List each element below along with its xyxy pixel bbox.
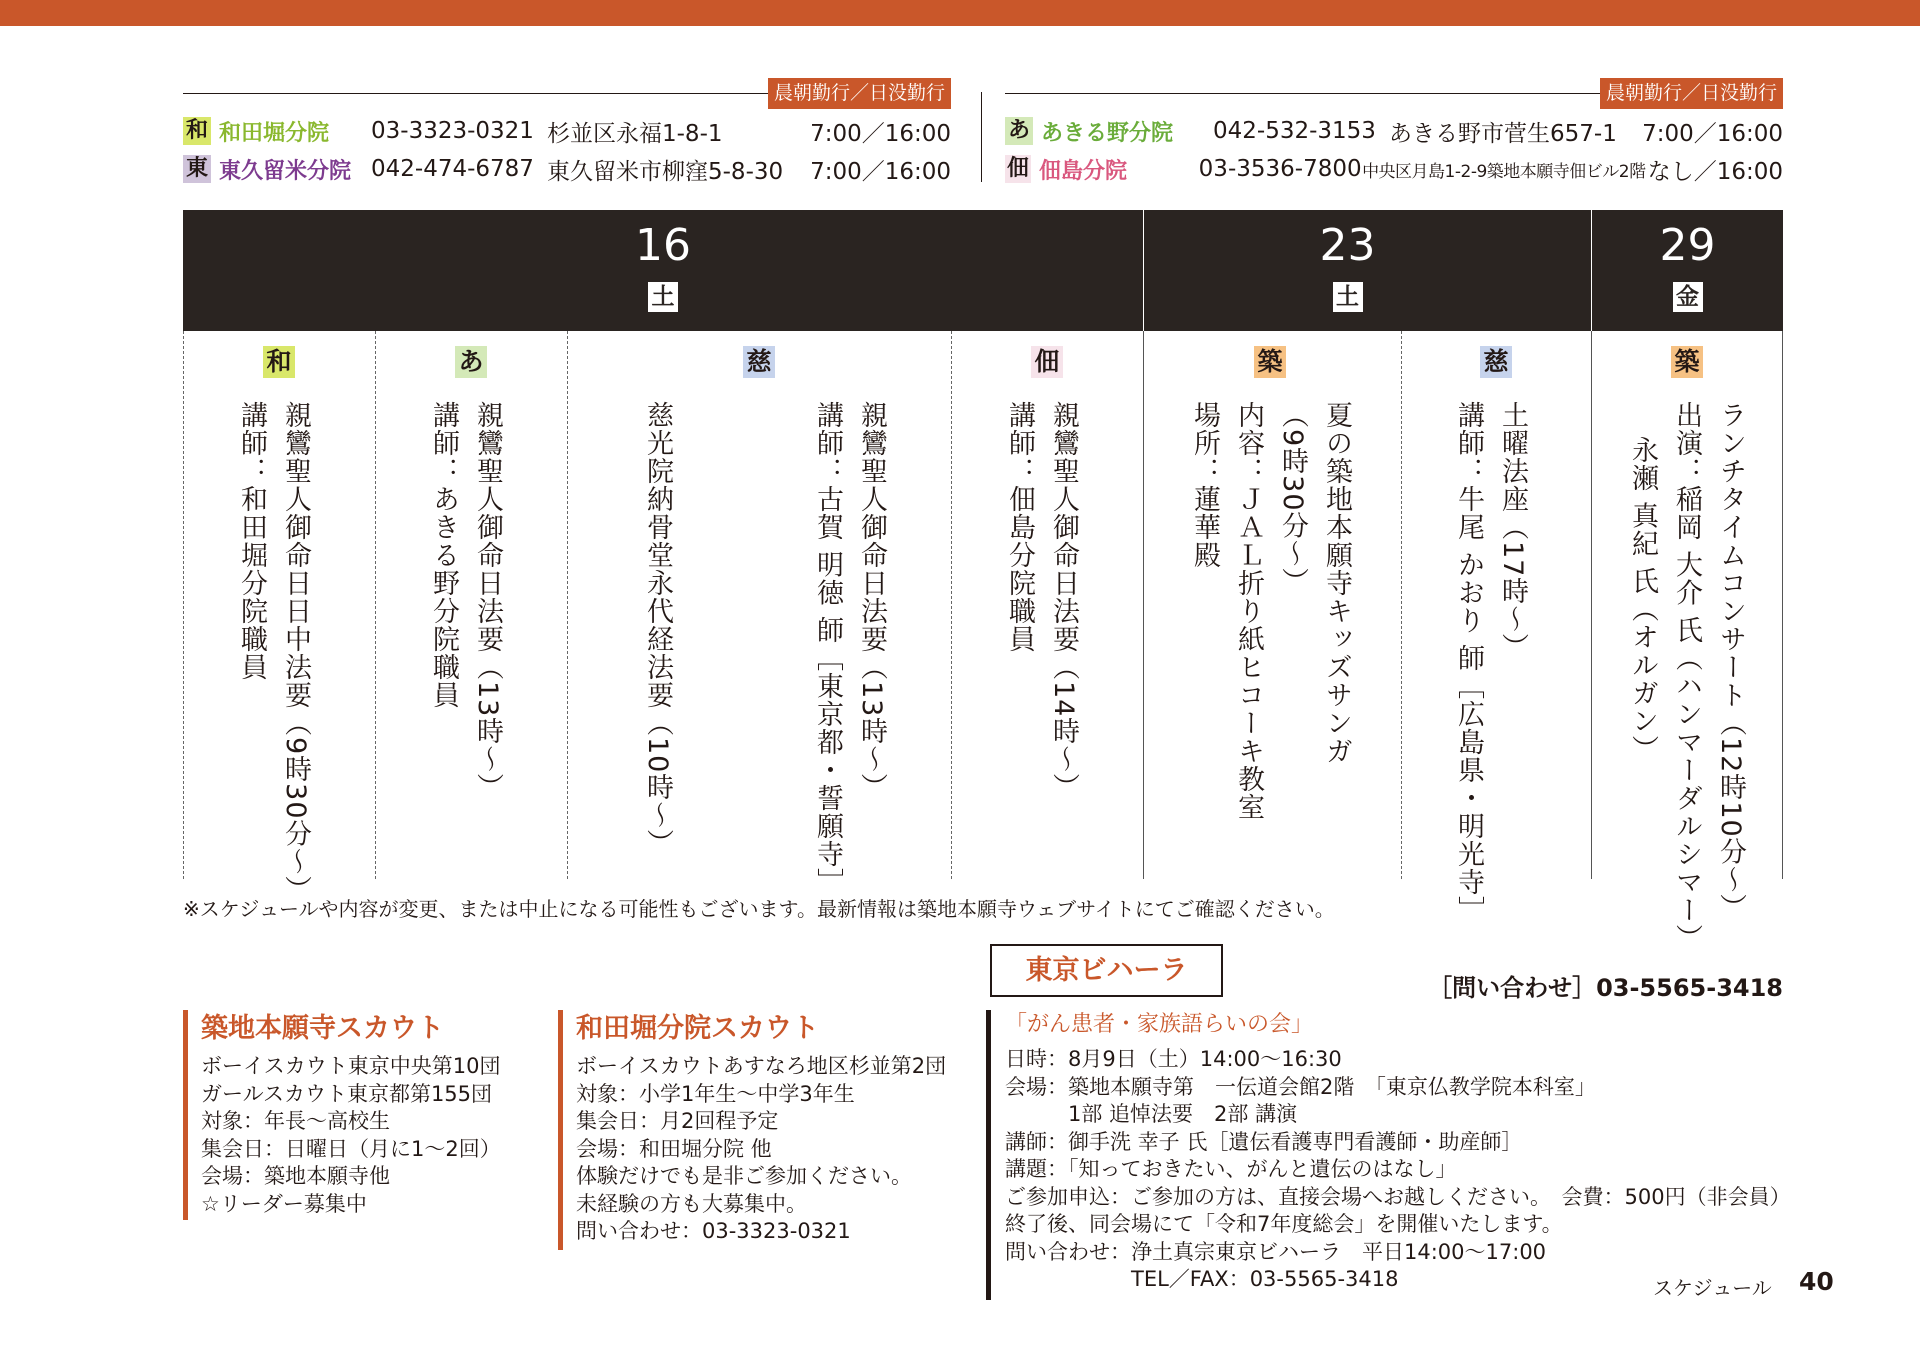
event-tag-jikoin: 慈 xyxy=(1480,346,1512,378)
section-line: 対象：年長～高校生 xyxy=(201,1109,390,1133)
section-title: 築地本願寺スカウト xyxy=(201,1013,444,1044)
event-tag-tsukudajima: 佃 xyxy=(1031,346,1063,378)
date-23 xyxy=(1144,210,1551,331)
section-wadabori-scout xyxy=(558,1010,978,1250)
branch-row-higashikurume xyxy=(183,152,951,186)
branch-phone: 03-3323-0321 xyxy=(371,118,534,144)
event-line: 親鸞聖人御命日法要（13時～） xyxy=(472,401,503,802)
section-line: 集会日：月2回程予定 xyxy=(576,1109,779,1133)
section-line: ☆リーダー募集中 xyxy=(201,1191,367,1216)
branch-name: あきる野分院 xyxy=(1041,120,1174,146)
section-line: ガールスカウト東京都第155団 xyxy=(201,1081,493,1106)
date-weekday: 土 xyxy=(648,282,678,312)
event-tag-akiruno: あ xyxy=(455,346,487,378)
event-lunchtime-concert xyxy=(1620,401,1752,952)
date-divider xyxy=(1591,331,1592,879)
branch-name: 佃島分院 xyxy=(1039,158,1128,184)
section-line: 問い合わせ：03-3323-0321 xyxy=(576,1219,851,1243)
event-line: 場所：蓮華殿 xyxy=(1189,401,1220,569)
event-line: 講師：あきる野分院職員 xyxy=(428,401,459,709)
hours-label: 晨朝勤行／日没勤行 xyxy=(1600,78,1783,109)
column-line xyxy=(1401,331,1402,879)
event-tag-wadabori: 和 xyxy=(263,346,295,378)
section-line: 会場：和田堀分院 他 xyxy=(576,1136,772,1161)
date-weekday: 金 xyxy=(1673,282,1703,312)
event-line: 内容：ＪＡＬ折り紙ヒコーキ教室 xyxy=(1233,401,1264,821)
section-line: 講題：「知っておきたい、がんと遺伝のはなし」 xyxy=(1005,1157,1457,1181)
column-line xyxy=(375,331,376,879)
section-line: 会場：築地本願寺他 xyxy=(201,1164,390,1188)
branch-row-tsukudajima xyxy=(1005,152,1783,186)
branch-row-akiruno xyxy=(1005,114,1783,148)
branch-name: 東久留米分院 xyxy=(219,158,352,184)
event-wadabori xyxy=(229,401,317,904)
branch-phone: 042-532-3153 xyxy=(1213,118,1376,144)
branch-mark: 東 xyxy=(183,155,211,183)
event-line: （9時30分～） xyxy=(1277,401,1308,596)
section-line: ご参加申込：ご参加の方は、直接会場へお越しください。 会費：500円（非会員） xyxy=(1005,1184,1791,1209)
event-tsukudajima xyxy=(997,401,1085,801)
section-line: ボーイスカウトあすなろ地区杉並第2団 xyxy=(576,1054,947,1078)
branch-hours: 7:00／16:00 xyxy=(1642,120,1783,147)
section-line: ボーイスカウト東京中央第10団 xyxy=(201,1054,501,1078)
date-16 xyxy=(183,210,1143,331)
event-jikoin-meinichi xyxy=(805,401,893,896)
event-line: 講師：牛尾 かおり 師［広島県・明光寺］ xyxy=(1453,401,1484,925)
date-divider xyxy=(1782,331,1783,879)
top-accent-bar xyxy=(0,0,1920,26)
column-line xyxy=(951,331,952,879)
section-line: 集会日：日曜日（月に1～2回） xyxy=(201,1136,501,1161)
branch-info-left xyxy=(183,78,951,186)
page-number: 40 xyxy=(1799,1267,1834,1296)
section-line: 問い合わせ：浄土真宗東京ビハーラ 平日14:00～17:00 xyxy=(1005,1239,1547,1264)
column-line xyxy=(183,331,184,879)
event-line: 講師：和田堀分院職員 xyxy=(236,401,267,681)
section-tsukiji-scout xyxy=(183,1010,543,1220)
branch-mark: 和 xyxy=(183,117,211,145)
event-line: 親鸞聖人御命日日中法要（9時30分～） xyxy=(280,401,311,904)
event-line: 講師：佃島分院職員 xyxy=(1004,401,1035,653)
section-line: 終了後、同会場にて「令和7年度総会」を開催いたします。 xyxy=(1005,1212,1563,1236)
date-weekday: 土 xyxy=(1333,282,1363,312)
branch-hours: 7:00／16:00 xyxy=(810,120,951,147)
branch-divider xyxy=(981,92,982,182)
date-day: 29 xyxy=(1659,220,1716,271)
branch-name: 和田堀分院 xyxy=(219,120,330,146)
footer-label: スケジュール xyxy=(1653,1276,1772,1300)
date-divider xyxy=(1143,331,1144,879)
vihara-contact: ［問い合わせ］03-5565-3418 xyxy=(1428,974,1783,1002)
date-day: 23 xyxy=(1319,220,1376,271)
branch-phone: 03-3536-7800 xyxy=(1198,156,1362,182)
vihara-title: 東京ビハーラ xyxy=(990,944,1223,997)
event-kids-sangha xyxy=(1182,401,1358,821)
section-line: 1部 追悼法要 2部 講演 xyxy=(1005,1102,1298,1126)
branch-mark: あ xyxy=(1005,117,1033,145)
date-day: 16 xyxy=(635,220,691,271)
event-jikoin-eitaikyo xyxy=(635,401,679,857)
section-line: 体験だけでも是非ご参加ください。 xyxy=(576,1164,912,1188)
branch-address: 中央区月島1-2-9築地本願寺佃ビル2階 xyxy=(1362,161,1646,182)
section-line: 対象：小学1年生～中学3年生 xyxy=(576,1081,855,1106)
event-tag-tsukiji: 築 xyxy=(1254,346,1286,378)
event-line: 親鸞聖人御命日法要（13時～） xyxy=(856,401,887,802)
section-line: 未経験の方も大募集中。 xyxy=(576,1191,807,1216)
branch-address: あきる野市菅生657-1 xyxy=(1389,120,1617,147)
section-vihara xyxy=(986,1010,1806,1300)
column-line xyxy=(567,331,568,879)
event-akiruno xyxy=(421,401,509,801)
branch-info-right xyxy=(1005,78,1783,186)
section-line: 会場：築地本願寺第 一伝道会館2階 「東京仏教学院本科室」 xyxy=(1005,1074,1596,1099)
event-line: 永瀬 真紀 氏（オルガン） xyxy=(1627,436,1658,764)
event-line: 出演：稲岡 大介 氏（ハンマーダルシマー） xyxy=(1671,401,1702,953)
event-line: 夏の築地本願寺キッズサンガ xyxy=(1321,401,1352,765)
branch-mark: 佃 xyxy=(1006,156,1029,181)
event-line: 慈光院納骨堂永代経法要（10時～） xyxy=(642,401,673,858)
section-subtitle: 「がん患者・家族語らいの会」 xyxy=(1005,1012,1314,1037)
calendar-header xyxy=(183,210,1783,331)
branch-phone: 042-474-6787 xyxy=(371,156,534,182)
event-line: 土曜法座（17時～） xyxy=(1497,401,1528,662)
section-line: TEL／FAX：03-5565-3418 xyxy=(1005,1267,1399,1291)
branch-row-wadabori xyxy=(183,114,951,148)
branch-hours: なし／16:00 xyxy=(1647,158,1783,185)
hours-label: 晨朝勤行／日没勤行 xyxy=(768,78,951,109)
section-line: 日時：8月9日（土）14:00～16:30 xyxy=(1005,1047,1342,1071)
event-line: 講師：古賀 明徳 師［東京都・誓願寺］ xyxy=(812,401,843,897)
branch-hours: 7:00／16:00 xyxy=(810,158,951,185)
event-tag-tsukiji: 築 xyxy=(1671,346,1703,378)
event-line: ランチタイムコンサート（12時10分～） xyxy=(1715,401,1746,922)
section-title: 和田堀分院スカウト xyxy=(576,1013,819,1044)
event-saturday-houza xyxy=(1446,401,1534,924)
section-line: 講師：御手洗 幸子 氏［遺伝看護専門看護師・助産師］ xyxy=(1005,1129,1523,1154)
schedule-note: ※スケジュールや内容が変更、または中止になる可能性もございます。最新情報は築地本願寺ウェブサイトにてご確認ください。 xyxy=(183,897,1335,921)
date-29 xyxy=(1592,210,1783,331)
event-tag-jikoin: 慈 xyxy=(743,346,775,378)
event-line: 親鸞聖人御命日法要（14時～） xyxy=(1048,401,1079,802)
branch-address: 東久留米市柳窪5-8-30 xyxy=(547,158,784,185)
branch-address: 杉並区永福1-8-1 xyxy=(547,120,723,147)
